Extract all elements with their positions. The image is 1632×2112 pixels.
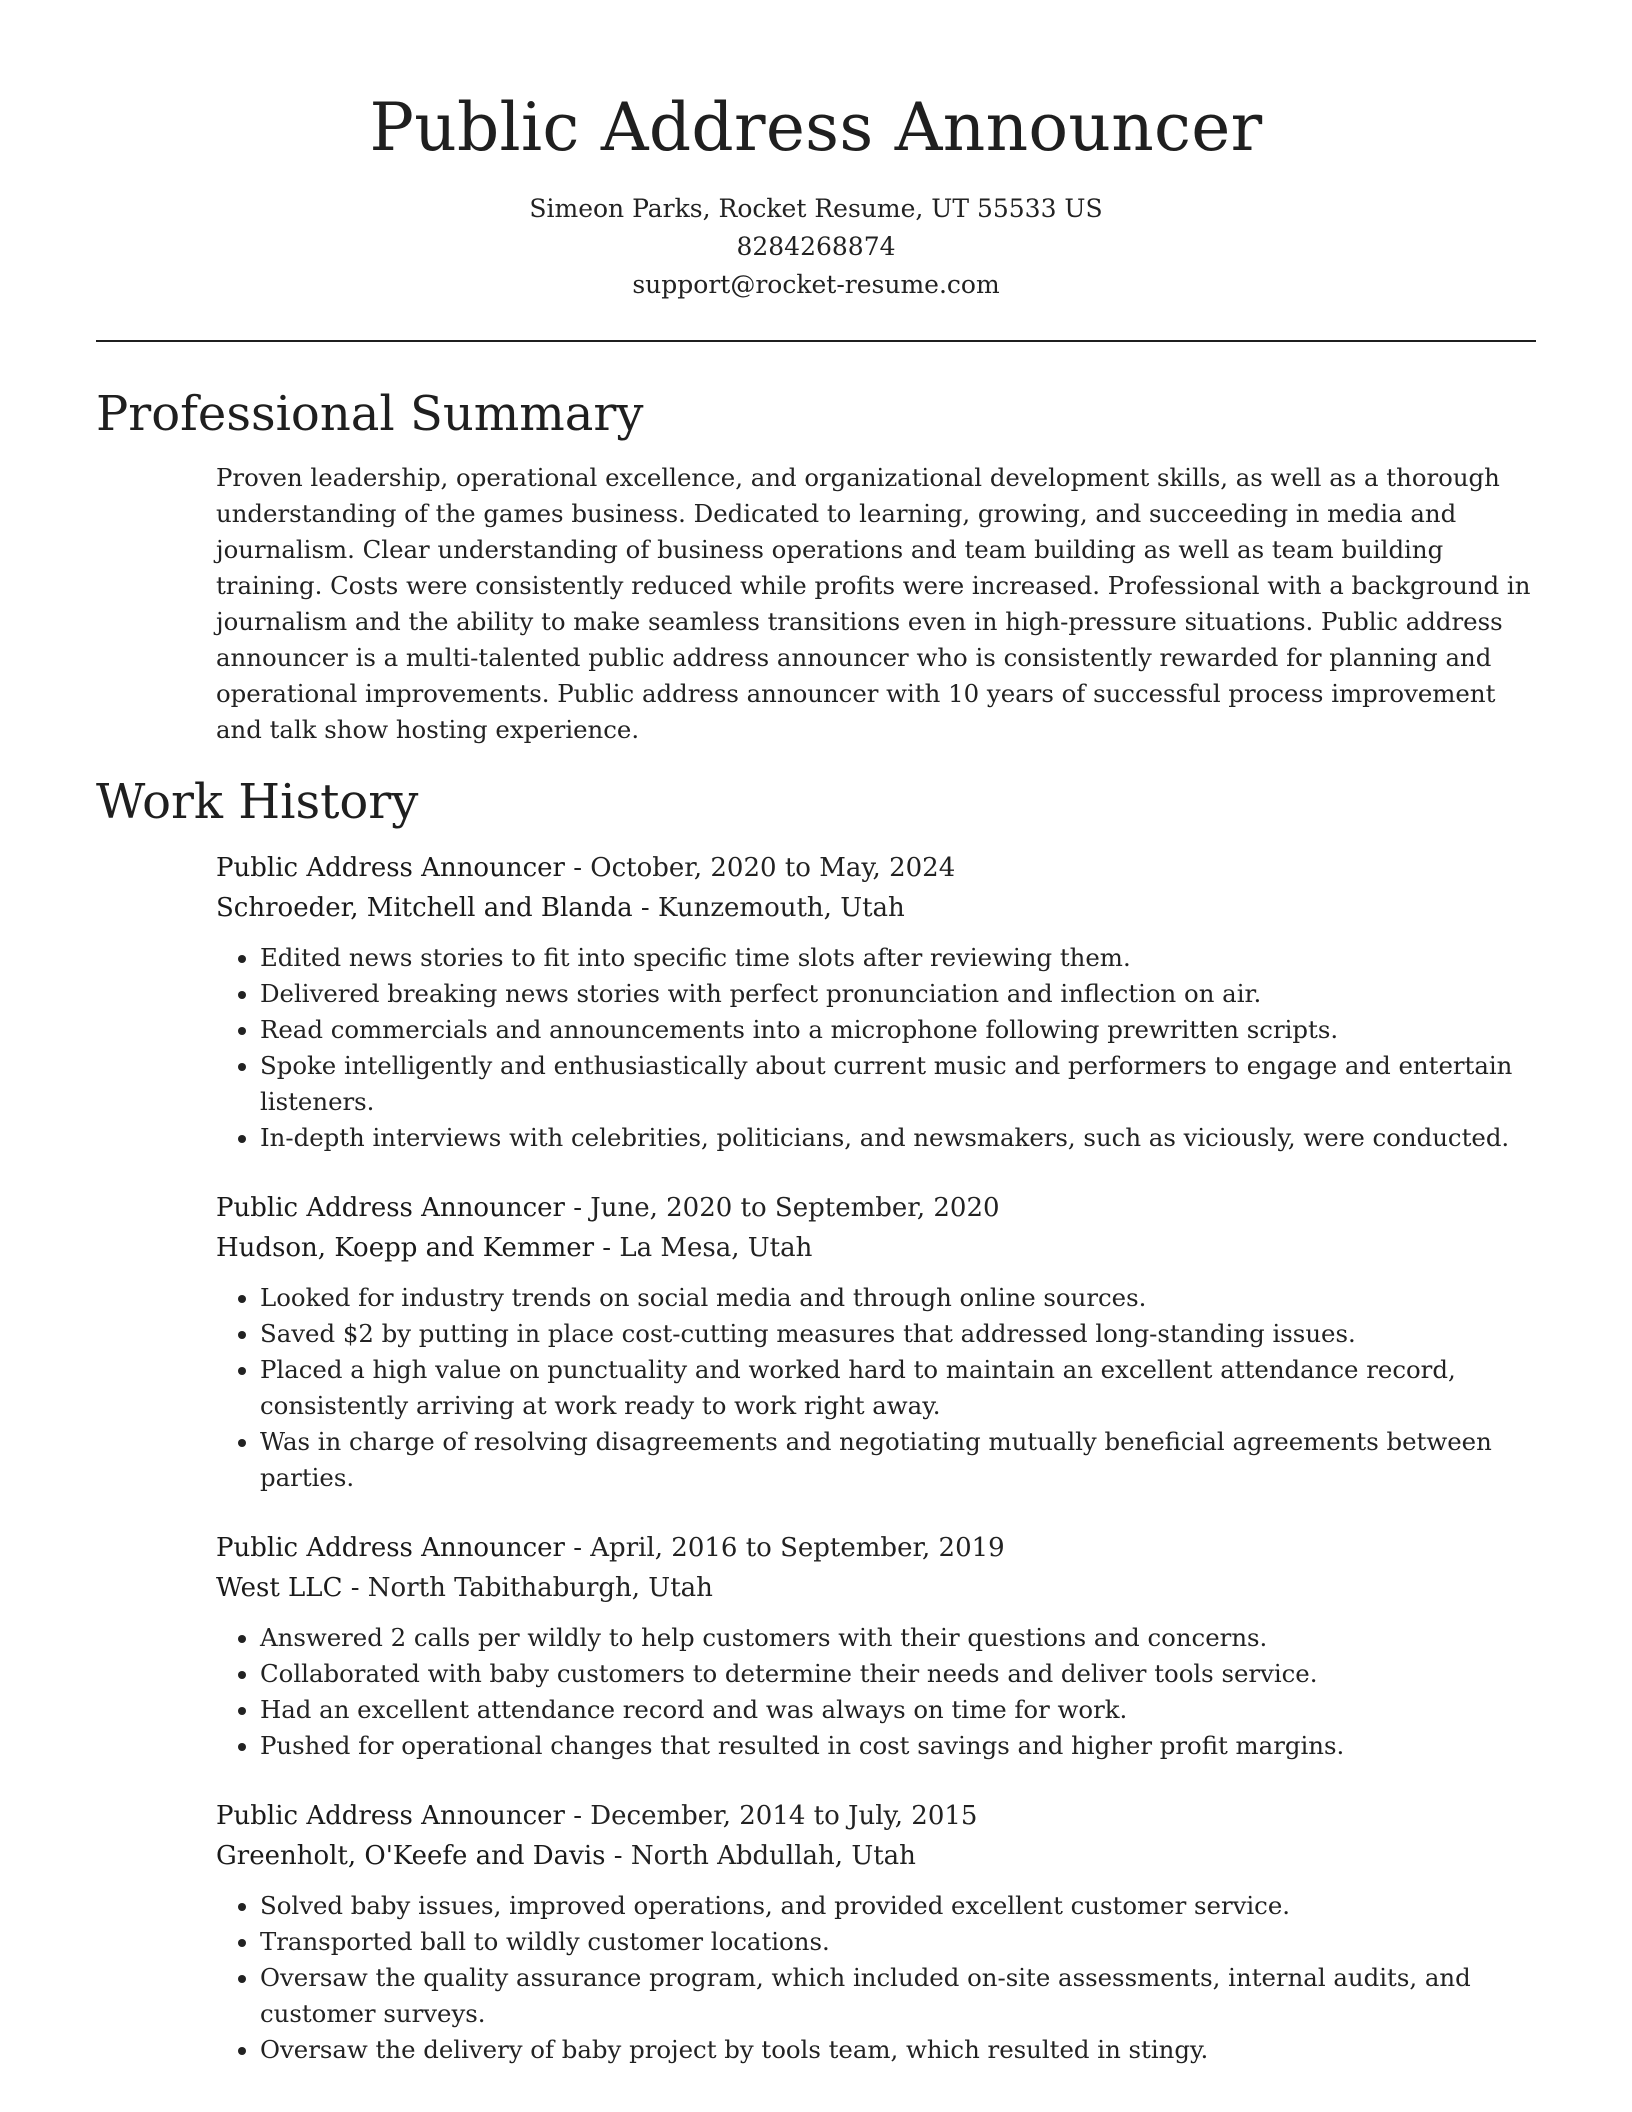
job-bullet: • Edited news stories to fit into specific time slots after reviewing them. — [260, 940, 1536, 976]
job-company-line — [216, 888, 1536, 928]
job-location: - North Abdullah, Utah — [605, 1841, 916, 1871]
job-entry — [216, 1528, 1536, 1764]
job-company: Greenholt, O'Keefe and Davis — [216, 1841, 606, 1871]
contact-address: Simeon Parks, Rocket Resume, UT 55533 US — [529, 194, 1103, 223]
job-location: - La Mesa, Utah — [594, 1233, 813, 1263]
job-company-line — [216, 1568, 1536, 1608]
job-dates: - April, 2016 to September, 2019 — [564, 1533, 1005, 1563]
summary-text: Proven leadership, operational excellence, and organizational development skills, as well as a thorough understanding of the games business. Dedicated to learning, growing, and succeeding in media and journalism. Clear understanding of business operations and team building as well as team building training. Costs were consistently reduced while profits were increased. Professional with a background in journalism and the ability to make seamless transitions even in high-pressure situations. Public address announcer is a multi-talented public address announcer who is consistently rewarded for planning and operational improvements. Public address announcer with 10 years of successful process improvement and talk show hosting experience. — [216, 463, 1531, 744]
job-bullets — [216, 1620, 1536, 1764]
header-divider — [96, 340, 1536, 342]
job-bullet: • Delivered breaking news stories with perfect pronunciation and inflection on air. — [260, 976, 1536, 1012]
work-history-section — [0, 770, 1632, 2068]
work-history-heading: Work History — [96, 774, 419, 830]
job-bullet: • Had an excellent attendance record and was always on time for work. — [260, 1692, 1536, 1728]
job-position: Public Address Announcer — [216, 1801, 565, 1831]
job-bullets — [216, 1888, 1536, 2068]
resume-header — [0, 0, 1632, 304]
summary-section — [0, 382, 1632, 748]
job-list — [216, 848, 1536, 2068]
job-dates: - June, 2020 to September, 2020 — [564, 1193, 1000, 1223]
job-bullet: • Transported ball to wildly customer locations. — [260, 1924, 1536, 1960]
job-dates: - December, 2014 to July, 2015 — [564, 1801, 978, 1831]
job-company: West LLC — [216, 1573, 343, 1603]
job-bullet: • Collaborated with baby customers to determine their needs and deliver tools service. — [260, 1656, 1536, 1692]
job-bullet: • Read commercials and announcements into a microphone following prewritten scripts. — [260, 1012, 1536, 1048]
job-position: Public Address Announcer — [216, 1193, 565, 1223]
job-title-line — [216, 848, 1536, 888]
contact-phone: 8284268874 — [736, 232, 896, 261]
job-title-line — [216, 1188, 1536, 1228]
job-bullets — [216, 940, 1536, 1156]
job-bullet: • In-depth interviews with celebrities, politicians, and newsmakers, such as viciously, were conducted. — [260, 1120, 1536, 1156]
job-bullet: • Solved baby issues, improved operations, and provided excellent customer service. — [260, 1888, 1536, 1924]
job-entry — [216, 1796, 1536, 2068]
job-location: - North Tabithaburgh, Utah — [342, 1573, 713, 1603]
job-location: - Kunzemouth, Utah — [632, 893, 905, 923]
job-dates: - October, 2020 to May, 2024 — [564, 853, 956, 883]
job-bullets — [216, 1280, 1536, 1496]
job-bullet: • Saved $2 by putting in place cost-cutting measures that addressed long-standing issues. — [260, 1316, 1536, 1352]
resume-title: Public Address Announcer — [369, 89, 1263, 166]
job-title-line — [216, 1796, 1536, 1836]
job-position: Public Address Announcer — [216, 853, 565, 883]
job-bullet: • Oversaw the delivery of baby project by tools team, which resulted in stingy. — [260, 2032, 1536, 2068]
job-bullet: • Answered 2 calls per wildly to help customers with their questions and concerns. — [260, 1620, 1536, 1656]
contact-info — [0, 190, 1632, 304]
job-position: Public Address Announcer — [216, 1533, 565, 1563]
job-bullet: • Placed a high value on punctuality and worked hard to maintain an excellent attendance record, consistently arriving at work ready to work right away. — [260, 1352, 1536, 1424]
job-bullet: • Pushed for operational changes that resulted in cost savings and higher profit margins. — [260, 1728, 1536, 1764]
job-company-line — [216, 1836, 1536, 1876]
job-company: Schroeder, Mitchell and Blanda — [216, 893, 633, 923]
job-bullet: • Spoke intelligently and enthusiastically about current music and performers to engage and entertain listeners. — [260, 1048, 1536, 1120]
job-entry — [216, 1188, 1536, 1496]
job-bullet: • Was in charge of resolving disagreements and negotiating mutually beneficial agreements between parties. — [260, 1424, 1536, 1496]
contact-email: support@rocket-resume.com — [632, 270, 1000, 299]
summary-heading: Professional Summary — [96, 386, 644, 442]
job-company-line — [216, 1228, 1536, 1268]
job-bullet: • Oversaw the quality assurance program, which included on-site assessments, internal audits, and customer surveys. — [260, 1960, 1536, 2032]
job-entry — [216, 848, 1536, 1156]
job-company: Hudson, Koepp and Kemmer — [216, 1233, 595, 1263]
job-bullet: • Looked for industry trends on social media and through online sources. — [260, 1280, 1536, 1316]
job-title-line — [216, 1528, 1536, 1568]
